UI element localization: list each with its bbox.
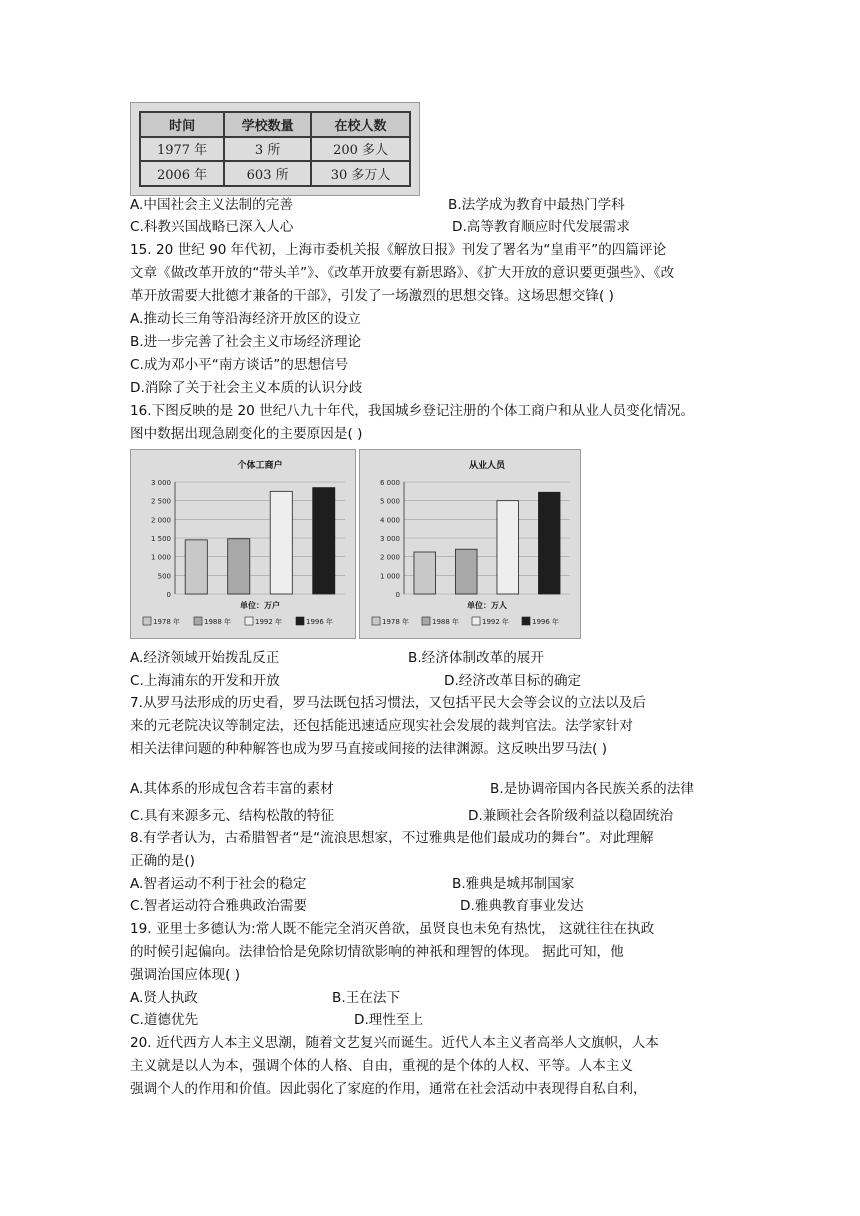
bar-1 [455, 549, 477, 594]
legend-swatch [194, 617, 202, 625]
y-tick-label: 6 000 [379, 479, 400, 487]
y-tick-label: 0 [166, 591, 171, 599]
q8-option-c: C.智者运动符合雅典政治需要 [130, 898, 307, 914]
y-tick-label: 2 500 [150, 497, 171, 506]
q16-stem-line: 图中数据出现急剧变化的主要原因是( ) [130, 426, 363, 442]
legend-swatch [245, 617, 253, 625]
q15-stem-line: 15. 20 世纪 90 年代初，上海市委机关报《解放日报》刊发了署名为“皇甫平”的四篇评论 [130, 242, 667, 258]
bar-chart-employees [360, 450, 580, 638]
y-tick-label: 5 000 [379, 497, 400, 506]
q15-option-b: B.进一步完善了社会主义市场经济理论 [130, 334, 362, 350]
y-tick-label: 1 000 [379, 572, 400, 581]
q14-option-c: C.科教兴国战略已深入人心 [130, 219, 294, 235]
bar-3 [538, 492, 560, 594]
bar-3 [313, 488, 335, 594]
q15-stem-line: 文章《做改革开放的“带头羊”》、《改革开放要有新思路》、《扩大开放的意识要更强些》、《改 [130, 265, 675, 281]
q20-stem-line: 20. 近代西方人本主义思潮，随着文艺复兴而诞生。近代人本主义者高举人文旗帜，人本 [130, 1035, 659, 1051]
table-row [140, 161, 410, 186]
q19-stem-line: 强调治国应体现( ) [130, 967, 241, 983]
y-tick-label: 2 000 [379, 553, 400, 562]
legend-label: 1996 年 [306, 618, 334, 626]
q8-stem-line: 正确的是() [130, 853, 195, 869]
chart-panel-employees [359, 449, 581, 639]
q16-option-a: A.经济领域开始拨乱反正 [130, 650, 280, 666]
table-cell: 2006 年 [140, 161, 224, 186]
legend-label: 1978 年 [153, 618, 181, 626]
q19-stem-line: 19. 亚里士多德认为:常人既不能完全消灭兽欲，虽贤良也未免有热忱， 这就往往在执政 [130, 921, 655, 937]
legend-label: 1988 年 [204, 618, 232, 626]
table-cell: 30 多万人 [311, 161, 410, 186]
q16-option-c: C.上海浦东的开发和开放 [130, 673, 280, 689]
q14-option-a: A.中国社会主义法制的完善 [130, 197, 293, 213]
school-stats-table [139, 111, 411, 187]
legend-swatch [372, 617, 380, 625]
q8-option-a: A.智者运动不利于社会的稳定 [130, 876, 307, 892]
chart-title: 从业人员 [468, 461, 506, 471]
q7-option-b: B.是协调帝国内各民族关系的法律 [490, 781, 694, 797]
y-tick-label: 3 000 [379, 535, 400, 543]
q7-stem-line: 相关法律问题的种种解答也成为罗马直接或间接的法律渊源。这反映出罗马法( ) [130, 741, 608, 757]
q19-option-b: B.王在法下 [332, 990, 401, 1006]
q7-option-c: C.具有来源多元、结构松散的特征 [130, 808, 335, 824]
table-row [140, 137, 410, 162]
legend-swatch [422, 617, 430, 625]
bar-0 [185, 540, 207, 594]
table-cell: 200 多人 [311, 137, 410, 162]
q16-stem-line: 16.下图反映的是 20 世纪八九十年代，我国城乡登记注册的个体工商户和从业人员变化情况。 [130, 403, 695, 419]
table-cell: 1977 年 [140, 137, 224, 162]
q7-stem-line: 7.从罗马法形成的历史看，罗马法既包括习惯法，又包括平民大会等会议的立法以及后 [130, 695, 646, 711]
q15-option-c: C.成为邓小平“南方谈话”的思想信号 [130, 357, 349, 373]
bar-1 [228, 539, 250, 594]
q20-stem-line: 强调个人的作用和价值。因此弱化了家庭的作用，通常在社会活动中表现得自私自利， [130, 1081, 647, 1097]
bar-2 [270, 491, 292, 594]
unit-label: 单位：万户 [240, 601, 280, 610]
table-cell: 603 所 [224, 161, 311, 186]
table-header-cell: 学校数量 [224, 112, 311, 137]
legend-swatch [296, 617, 304, 625]
legend-swatch [522, 617, 530, 625]
q8-option-d: D.雅典教育事业发达 [460, 898, 584, 914]
q19-option-a: A.贤人执政 [130, 990, 198, 1006]
q19-option-c: C.道德优先 [130, 1012, 199, 1028]
q8-option-b: B.雅典是城邦制国家 [452, 876, 575, 892]
legend-label: 1992 年 [255, 618, 283, 626]
bar-chart-households [131, 450, 355, 638]
school-table-photo [130, 102, 420, 196]
bar-0 [414, 552, 436, 594]
chart-panel-households [130, 449, 356, 639]
y-tick-label: 1 500 [150, 535, 171, 543]
q7-option-d: D.兼顾社会各阶级利益以稳固统治 [468, 808, 674, 824]
table-cell: 3 所 [224, 137, 311, 162]
q20-stem-line: 主义就是以人为本，强调个体的人格、自由，重视的是个体的人权、平等。人本主义 [130, 1058, 633, 1074]
q7-stem-line: 来的元老院决议等制定法，还包括能迅速适应现实社会发展的裁判官法。法学家针对 [130, 718, 633, 734]
y-tick-label: 3 000 [150, 479, 171, 487]
q16-option-d: D.经济改革目标的确定 [444, 673, 582, 689]
q19-stem-line: 的时候引起偏向。法律恰恰是免除切情欲影响的神祇和理智的体现。 据此可知，他 [130, 944, 624, 960]
q8-stem-line: 8.有学者认为，古希腊智者“是“流浪思想家，不过雅典是他们最成功的舞台”。对此理解 [130, 830, 654, 846]
q14-option-b: B.法学成为教育中最热门学科 [448, 197, 625, 213]
bar-2 [497, 501, 519, 594]
table-header-cell: 时间 [140, 112, 224, 137]
y-tick-label: 2 000 [150, 516, 171, 525]
y-tick-label: 4 000 [379, 516, 400, 525]
q16-option-b: B.经济体制改革的展开 [408, 650, 544, 666]
y-tick-label: 1 000 [150, 553, 171, 562]
q15-stem-line: 革开放需要大批德才兼备的干部》，引发了一场激烈的思想交锋。这场思想交锋( ) [130, 288, 614, 304]
y-tick-label: 0 [395, 591, 400, 599]
legend-swatch [143, 617, 151, 625]
legend-label: 1988 年 [432, 618, 460, 626]
legend-label: 1992 年 [482, 618, 510, 626]
q19-option-d: D.理性至上 [354, 1012, 424, 1028]
chart-title: 个体工商户 [237, 461, 283, 471]
y-tick-label: 500 [157, 572, 171, 581]
legend-label: 1978 年 [382, 618, 410, 626]
q15-option-a: A.推动长三角等沿海经济开放区的设立 [130, 311, 361, 327]
legend-label: 1996 年 [532, 618, 560, 626]
table-header-row [140, 112, 410, 137]
table-header-cell: 在校人数 [311, 112, 410, 137]
legend-swatch [472, 617, 480, 625]
unit-label: 单位：万人 [467, 601, 507, 610]
q14-option-d: D.高等教育顺应时代发展需求 [452, 219, 630, 235]
q15-option-d: D.消除了关于社会主义本质的认识分歧 [130, 380, 363, 396]
q7-option-a: A.其体系的形成包含若丰富的素材 [130, 781, 334, 797]
